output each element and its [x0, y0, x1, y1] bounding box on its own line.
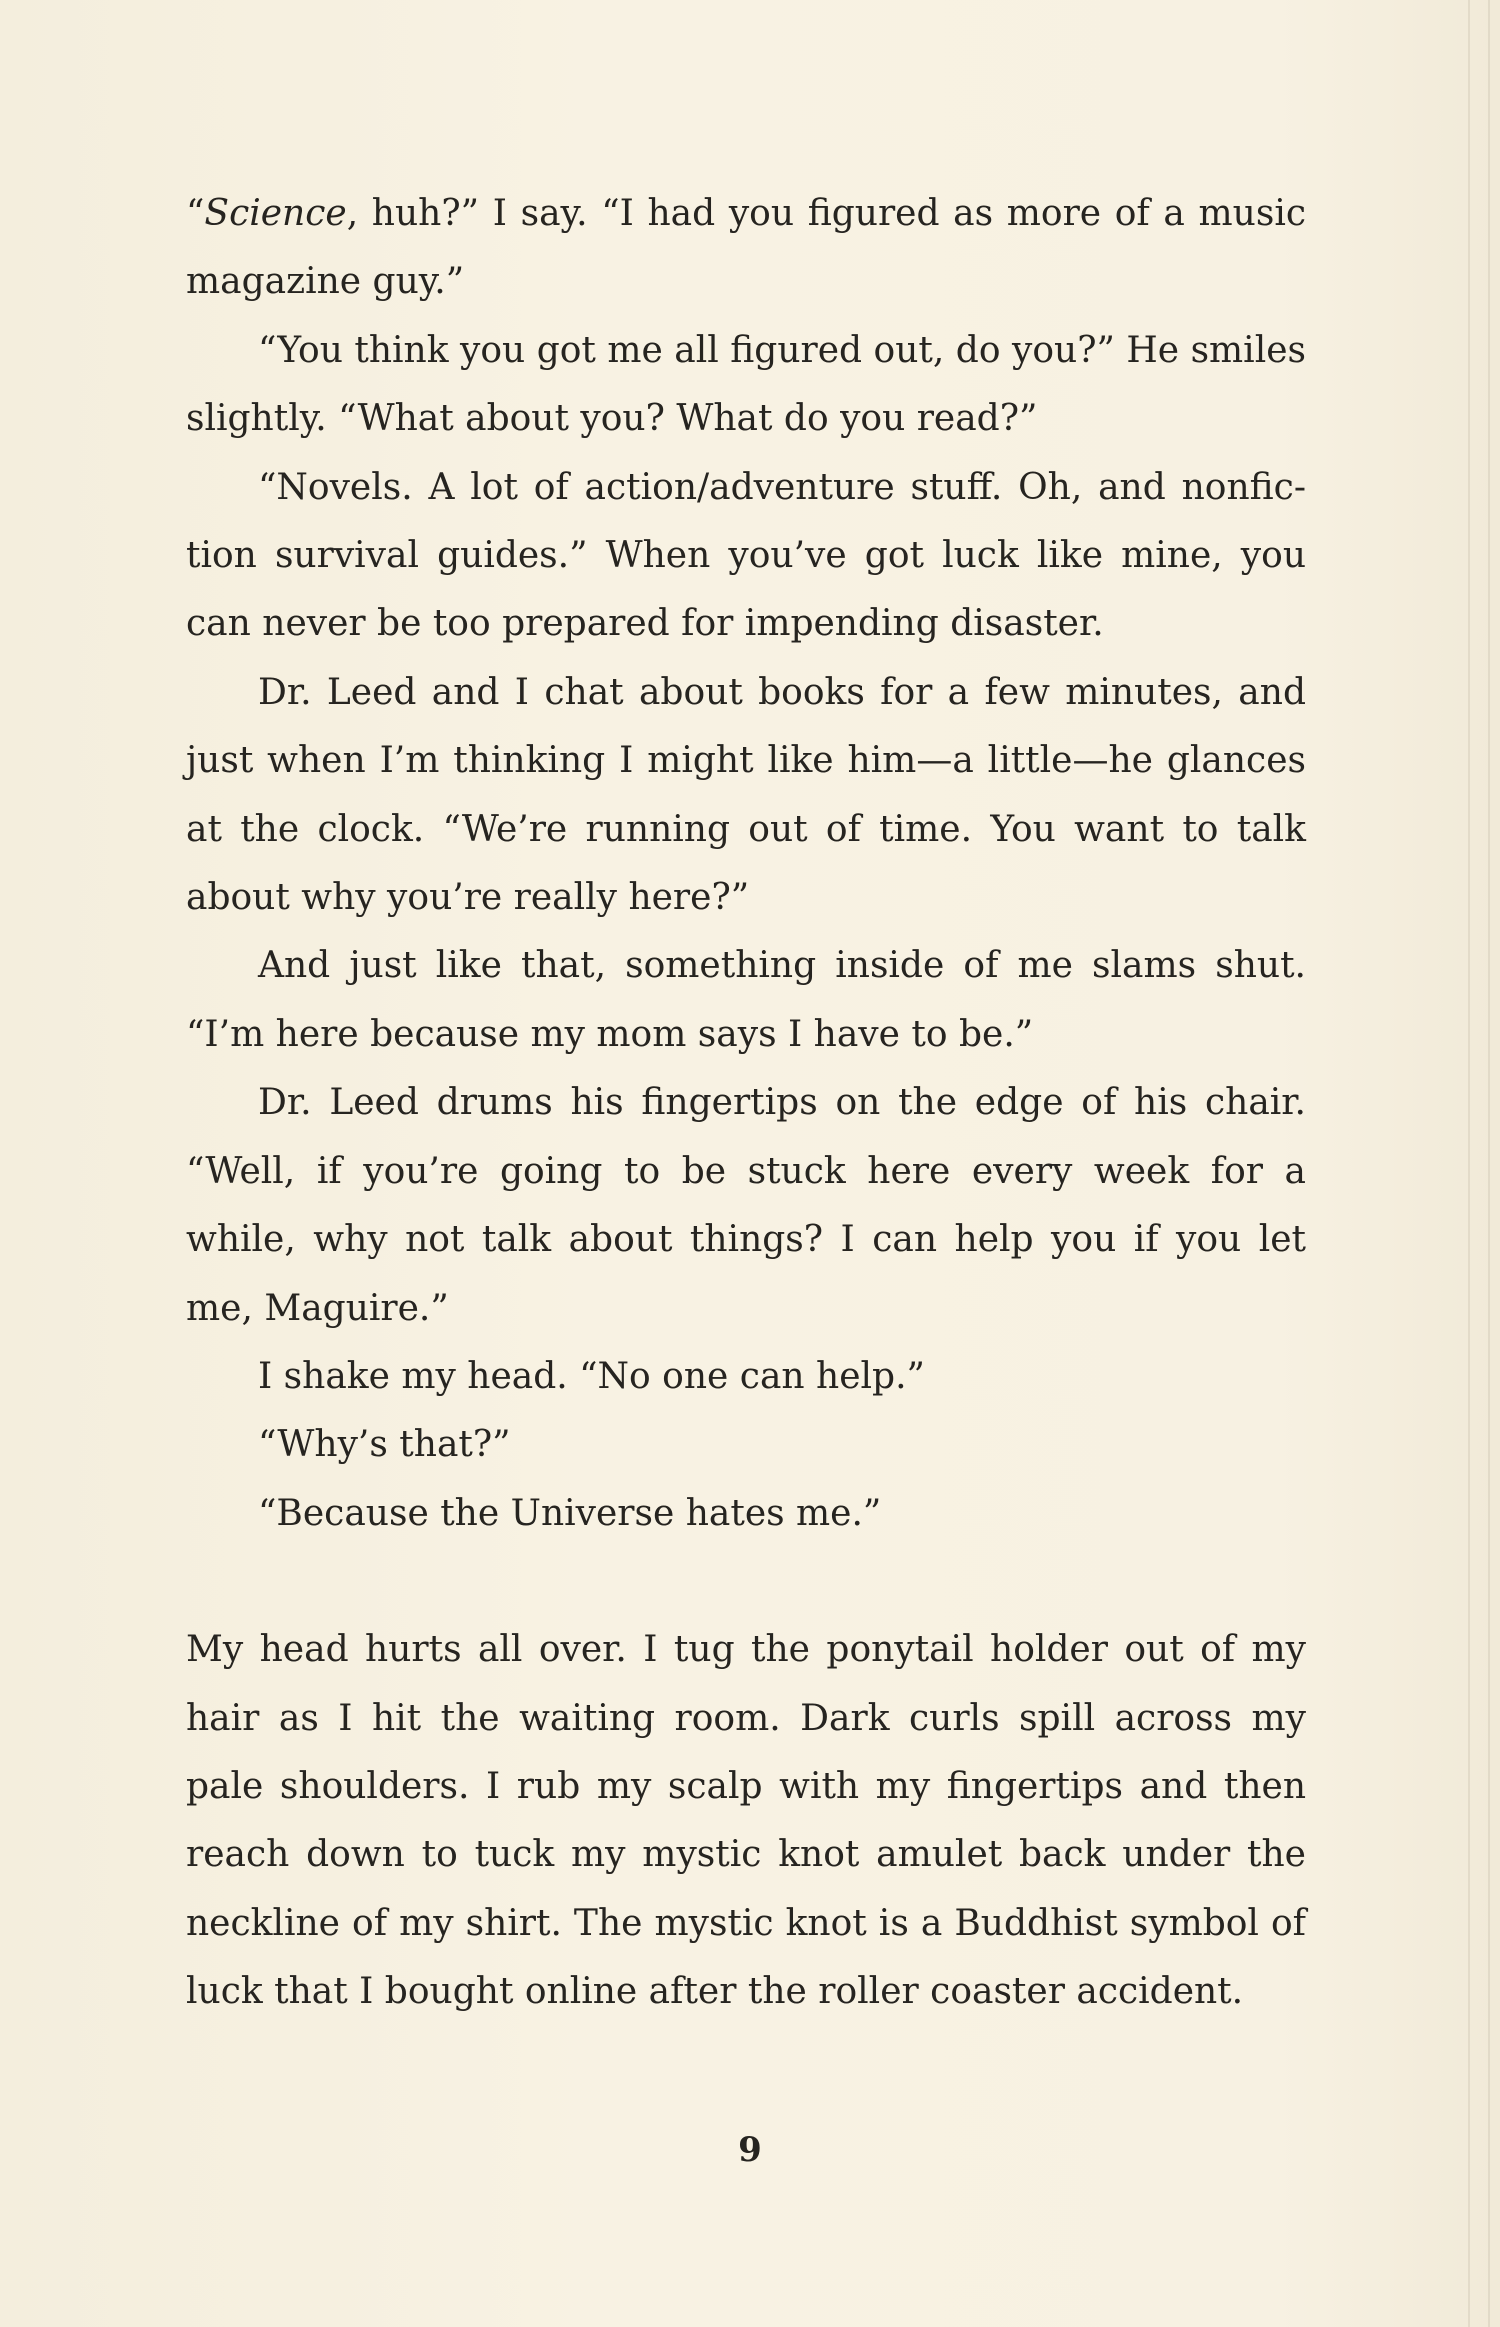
paragraph: “You think you got me all figured out, do you?” He smiles slightly. “What about you? What do you read?” [186, 329, 1306, 440]
page-number: 9 [738, 2130, 762, 2170]
paragraph: And just like that, something inside of me slams shut. “I’m here because my mom says I have to be.” [186, 945, 1306, 1055]
section-start-paragraph: My head hurts all over. I tug the ponytail holder out of my hair as I hit the waiting room. Dark curls spill across my pale shoulders. I rub my scalp with my fingertips and then reach down to tuck my mystic knot amulet back under the neckline of my shirt. The mystic knot is a Buddhist symbol of luck that I bought online after the roller coaster accident. [186, 1629, 1306, 2013]
body-text [186, 180, 1306, 2027]
paragraph: “Because the Universe hates me.” [258, 1492, 882, 1534]
paragraph: “Why’s that?” [258, 1424, 511, 1466]
page-edge-shadow [1468, 0, 1470, 2327]
paragraph-opening-quote: “ [186, 193, 205, 234]
paragraph: Dr. Leed drums his fingertips on the edge of his chair. “Well, if you’re going to be stuck here every week for a while, why not talk about things? I can help you if you let me, Maguire.” [186, 1082, 1306, 1329]
paragraph: “Novels. A lot of action/adventure stuff. Oh, and nonfiction survival guides.” When you’ve got luck like mine, you can never be too prepared for impending disaster. [186, 466, 1306, 645]
paragraph-text: , huh?” I say. “I had you figured as more of a music magazine guy.” [186, 193, 1306, 303]
paragraph: I shake my head. “No one can help.” [258, 1355, 925, 1397]
paragraph [186, 180, 1306, 317]
italic-word: Science [204, 193, 347, 234]
paragraph: Dr. Leed and I chat about books for a few minutes, and just when I’m thinking I might like him—a little—he glances at the clock. “We’re running out of time. You want to talk about why you’re really here?” [186, 671, 1306, 919]
page-edge-shadow [1488, 0, 1490, 2327]
